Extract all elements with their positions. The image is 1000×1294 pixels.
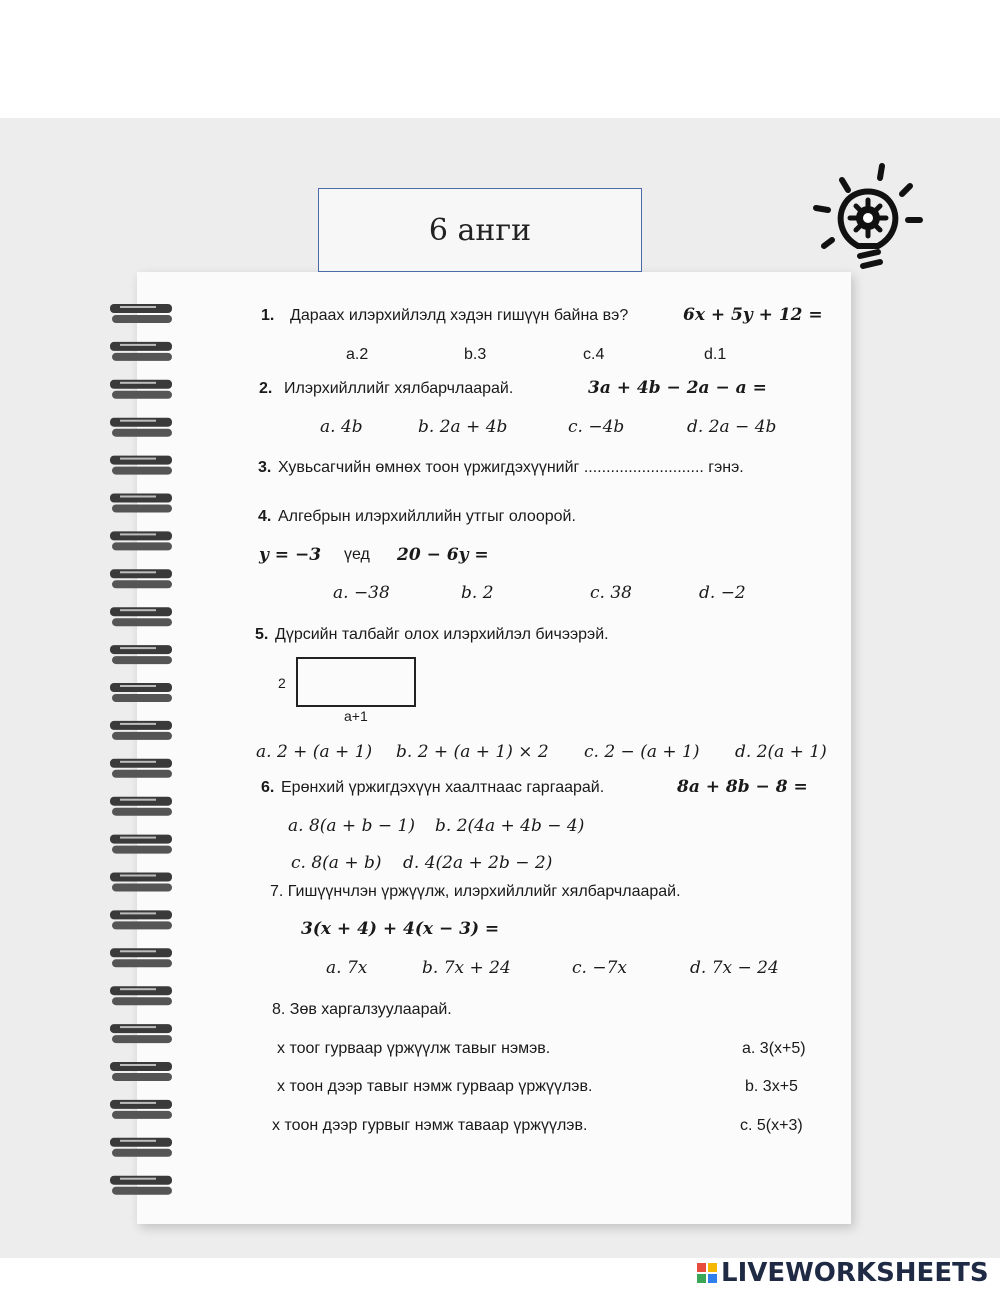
q4-option-b[interactable]: b. 2: [461, 583, 494, 603]
q5-rectangle-side-label: 2: [278, 675, 286, 691]
binding-ring: [110, 342, 172, 361]
q7-text: 7. Гишүүнчлэн үржүүлж, илэрхийллийг хялбарчлаарай.: [270, 883, 681, 900]
binding-ring: [110, 1100, 172, 1119]
q2-option-a[interactable]: a. 4b: [320, 417, 363, 437]
q4-option-d[interactable]: d. −2: [699, 583, 746, 603]
q3-text: Хувьсагчийн өмнөх тоон үржигдэхүүнийг ........................... гэнэ.: [278, 459, 744, 476]
q6-option-a[interactable]: a. 8(a + b − 1): [288, 816, 415, 836]
binding-ring: [110, 873, 172, 892]
q2-number: 2.: [259, 380, 273, 397]
q5-option-a[interactable]: a. 2 + (a + 1): [256, 742, 373, 762]
q8-row-3-right[interactable]: c. 5(x+3): [740, 1117, 803, 1134]
q7-option-a[interactable]: a. 7x: [326, 958, 368, 978]
q1-option-d[interactable]: d.1: [704, 346, 727, 363]
q8-text: 8. Зөв харгалзуулаарай.: [272, 1001, 452, 1018]
q2-expression: 3a + 4b − 2a − a =: [588, 378, 767, 398]
binding-ring: [110, 1176, 172, 1195]
binding-ring: [110, 835, 172, 854]
q8-row-2-right[interactable]: b. 3x+5: [745, 1078, 798, 1095]
q6-number: 6.: [261, 779, 275, 796]
q5-option-c[interactable]: c. 2 − (a + 1): [584, 742, 700, 762]
binding-ring: [110, 418, 172, 437]
brand-name: LIVEWORKSHEETS: [721, 1258, 989, 1288]
binding-ring: [110, 494, 172, 513]
page-title: 6 анги: [318, 188, 642, 272]
q6-text: Ерөнхий үржигдэхүүн хаалтнаас гаргаарай.: [281, 779, 605, 796]
q5-rectangle: [296, 657, 416, 707]
q1-option-c[interactable]: c.4: [583, 346, 605, 363]
logo-squares-icon: [697, 1263, 717, 1283]
binding-ring: [110, 683, 172, 702]
q4-expression: 20 − 6y =: [397, 545, 489, 565]
binding-ring: [110, 948, 172, 967]
binding-ring: [110, 1062, 172, 1081]
binding-ring: [110, 304, 172, 323]
binding-ring: [110, 797, 172, 816]
binding-ring: [110, 645, 172, 664]
q4-option-c[interactable]: c. 38: [590, 583, 632, 603]
q5-number: 5.: [255, 626, 269, 643]
q7-expression: 3(x + 4) + 4(x − 3) =: [301, 919, 500, 939]
q5-option-d[interactable]: d. 2(a + 1): [735, 742, 827, 762]
binding-ring: [110, 1024, 172, 1043]
q4-number: 4.: [258, 508, 272, 525]
q4-text: Алгебрын илэрхийллийн утгыг олоорой.: [278, 508, 576, 525]
q4-condition-word: үед: [344, 546, 370, 563]
q2-option-d[interactable]: d. 2a − 4b: [687, 417, 777, 437]
lightbulb-gear-icon: [810, 158, 930, 278]
q1-option-b[interactable]: b.3: [464, 346, 487, 363]
binding-ring: [110, 456, 172, 475]
binding-ring: [110, 910, 172, 929]
q7-option-c[interactable]: c. −7x: [572, 958, 627, 978]
q7-option-b[interactable]: b. 7x + 24: [422, 958, 511, 978]
q8-row-1-right[interactable]: a. 3(x+5): [742, 1040, 806, 1057]
liveworksheets-logo[interactable]: [697, 1258, 989, 1288]
q6-option-b[interactable]: b. 2(4a + 4b − 4): [435, 816, 585, 836]
binding-ring: [110, 531, 172, 550]
q4-condition: y = −3: [259, 545, 322, 565]
q2-option-b[interactable]: b. 2a + 4b: [418, 417, 508, 437]
binding-ring: [110, 569, 172, 588]
q1-number: 1.: [261, 307, 275, 324]
q1-expression: 6x + 5y + 12 =: [683, 305, 823, 325]
binding-ring: [110, 1138, 172, 1157]
binding-ring: [110, 721, 172, 740]
spiral-binding: [108, 296, 178, 1206]
binding-ring: [110, 607, 172, 626]
q1-option-a[interactable]: a.2: [346, 346, 369, 363]
q6-option-d[interactable]: d. 4(2a + 2b − 2): [403, 853, 553, 873]
q5-text: Дүрсийн талбайг олох илэрхийлэл бичээрэй.: [275, 626, 609, 643]
q4-option-a[interactable]: a. −38: [333, 583, 390, 603]
q8-row-2-left[interactable]: х тоон дээр тавыг нэмж гурваар үржүүлэв.: [277, 1078, 593, 1095]
q2-text: Илэрхийллийг хялбарчлаарай.: [284, 380, 514, 397]
binding-ring: [110, 986, 172, 1005]
q5-rectangle-bottom-label: a+1: [344, 708, 368, 724]
q6-expression: 8a + 8b − 8 =: [677, 777, 808, 797]
binding-ring: [110, 759, 172, 778]
q3-number: 3.: [258, 459, 272, 476]
q5-option-b[interactable]: b. 2 + (a + 1) × 2: [396, 742, 549, 762]
q2-option-c[interactable]: c. −4b: [568, 417, 625, 437]
q8-row-1-left[interactable]: х тоог гурваар үржүүлж тавыг нэмэв.: [277, 1040, 551, 1057]
q1-text: Дараах илэрхийлэлд хэдэн гишүүн байна вэ?: [290, 307, 629, 324]
q7-option-d[interactable]: d. 7x − 24: [690, 958, 779, 978]
q8-row-3-left[interactable]: х тоон дээр гурвыг нэмж таваар үржүүлэв.: [272, 1117, 588, 1134]
q6-option-c[interactable]: c. 8(a + b): [291, 853, 382, 873]
binding-ring: [110, 380, 172, 399]
